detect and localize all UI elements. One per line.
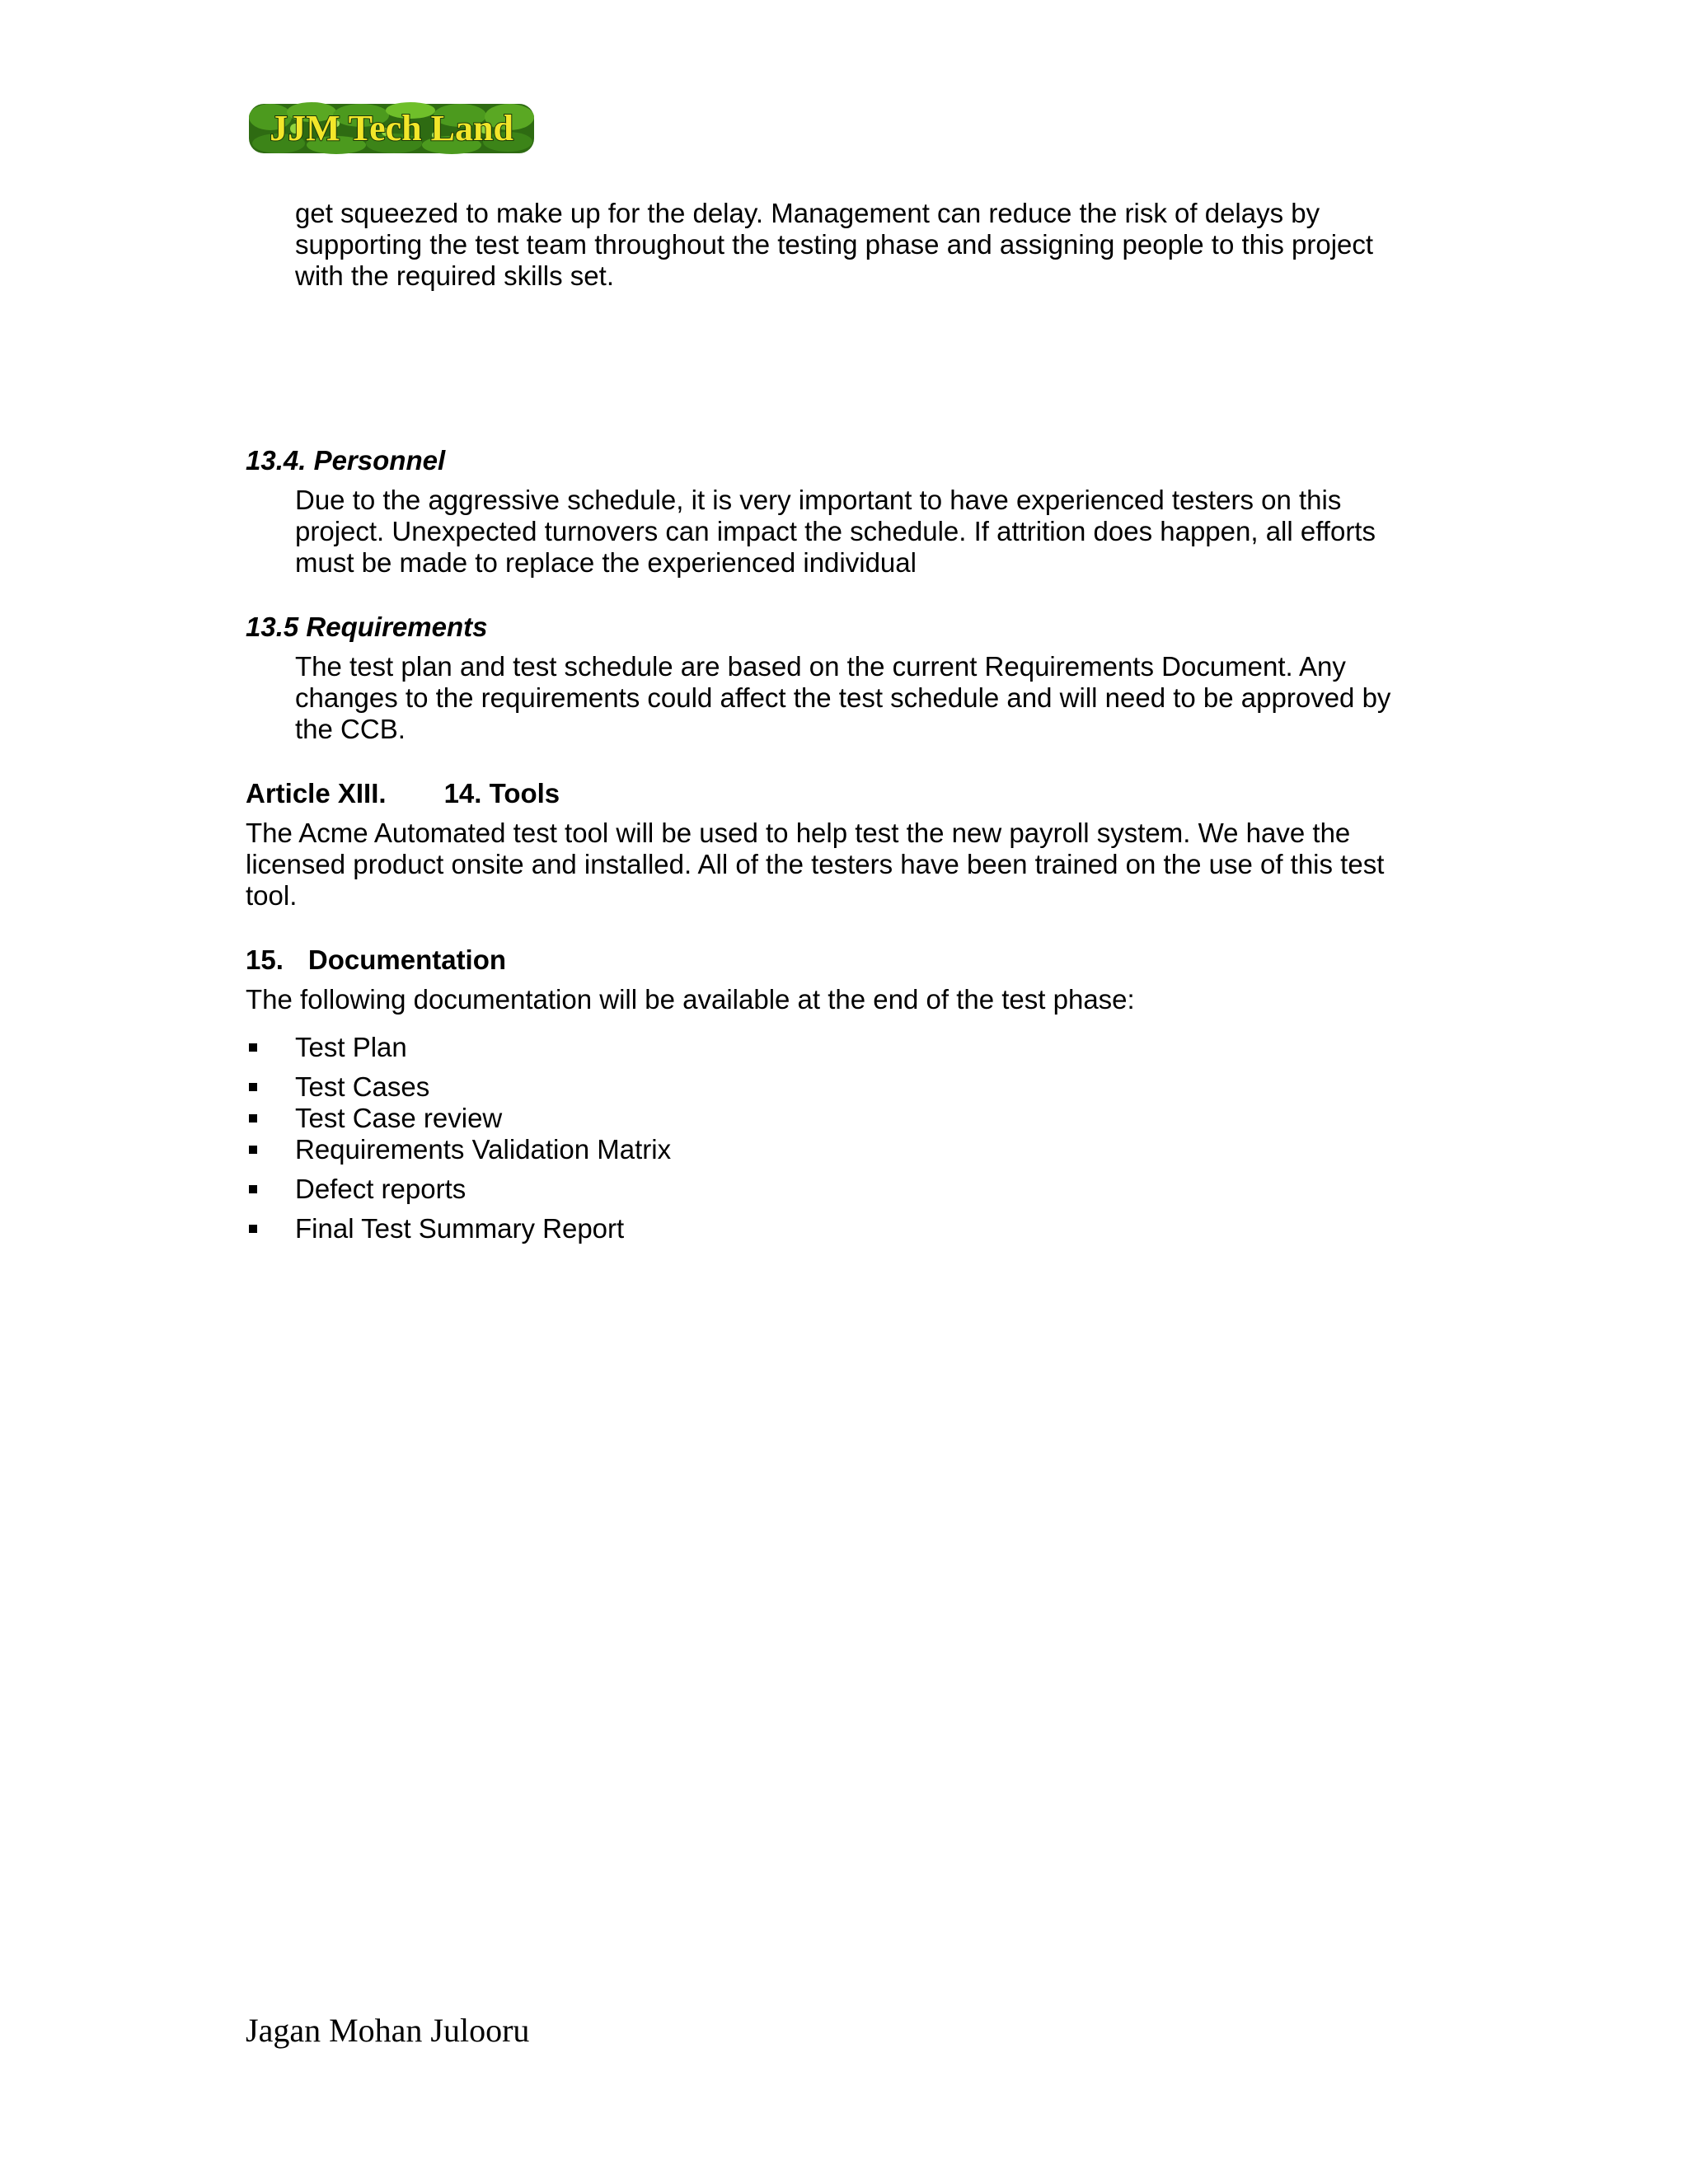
section-heading-personnel: 13.4. Personnel [246, 445, 446, 476]
section-heading-documentation [246, 944, 1449, 976]
personnel-paragraph [295, 485, 1449, 579]
documentation-list [246, 1032, 1449, 1244]
documentation-intro: The following documentation will be available at the end of the test phase: [246, 984, 1135, 1015]
section-heading-tools [246, 778, 1449, 809]
square-bullet-icon [249, 1043, 257, 1052]
logo-text: JJM Tech Land [270, 108, 513, 148]
tools-heading-text: 14. Tools [443, 778, 560, 808]
tools-paragraph [246, 818, 1449, 912]
document-body [246, 198, 1449, 1244]
documentation-heading-text: Documentation [307, 944, 507, 975]
tools-line: The Acme Automated test tool will be used to help test the new payroll system. We have the [246, 818, 1351, 848]
section-heading-requirements: 13.5 Requirements [246, 612, 488, 642]
requirements-line: the CCB. [295, 714, 406, 744]
list-item [246, 1071, 1449, 1103]
personnel-line: project. Unexpected turnovers can impact the schedule. If attrition does happen, all efforts [295, 516, 1376, 546]
square-bullet-icon [249, 1146, 257, 1154]
list-item-text: Requirements Validation Matrix [295, 1134, 672, 1165]
intro-line: get squeezed to make up for the delay. Management can reduce the risk of delays by [295, 198, 1320, 228]
intro-line: supporting the test team throughout the testing phase and assigning people to this project [295, 229, 1374, 260]
square-bullet-icon [249, 1114, 257, 1122]
personnel-line: must be made to replace the experienced individual [295, 547, 917, 578]
list-item [246, 1134, 1449, 1165]
list-item [246, 1213, 1449, 1244]
intro-paragraph [295, 198, 1449, 292]
personnel-line: Due to the aggressive schedule, it is very important to have experienced testers on this [295, 485, 1342, 515]
list-item [246, 1032, 1449, 1063]
list-item-text: Defect reports [295, 1174, 467, 1204]
list-item [246, 1174, 1449, 1205]
requirements-line: changes to the requirements could affect the test schedule and will need to be approved by [295, 682, 1391, 713]
list-item-text: Test Plan [295, 1032, 407, 1062]
square-bullet-icon [249, 1225, 257, 1233]
list-item-text: Test Cases [295, 1071, 430, 1102]
requirements-line: The test plan and test schedule are based on the current Requirements Document. Any [295, 651, 1346, 682]
article-label: Article XIII. [246, 778, 387, 808]
square-bullet-icon [249, 1083, 257, 1091]
list-item-text: Final Test Summary Report [295, 1213, 625, 1244]
tools-line: tool. [246, 880, 298, 911]
square-bullet-icon [249, 1185, 257, 1193]
intro-line: with the required skills set. [295, 260, 614, 291]
documentation-number: 15. [246, 944, 284, 975]
jjm-tech-land-logo [246, 99, 537, 158]
list-item [246, 1103, 1449, 1134]
list-item-text: Test Case review [295, 1103, 503, 1133]
footer-author: Jagan Mohan Julooru [246, 2012, 530, 2049]
tools-line: licensed product onsite and installed. All of the testers have been trained on the use of this test [246, 849, 1385, 879]
requirements-paragraph [295, 651, 1449, 745]
